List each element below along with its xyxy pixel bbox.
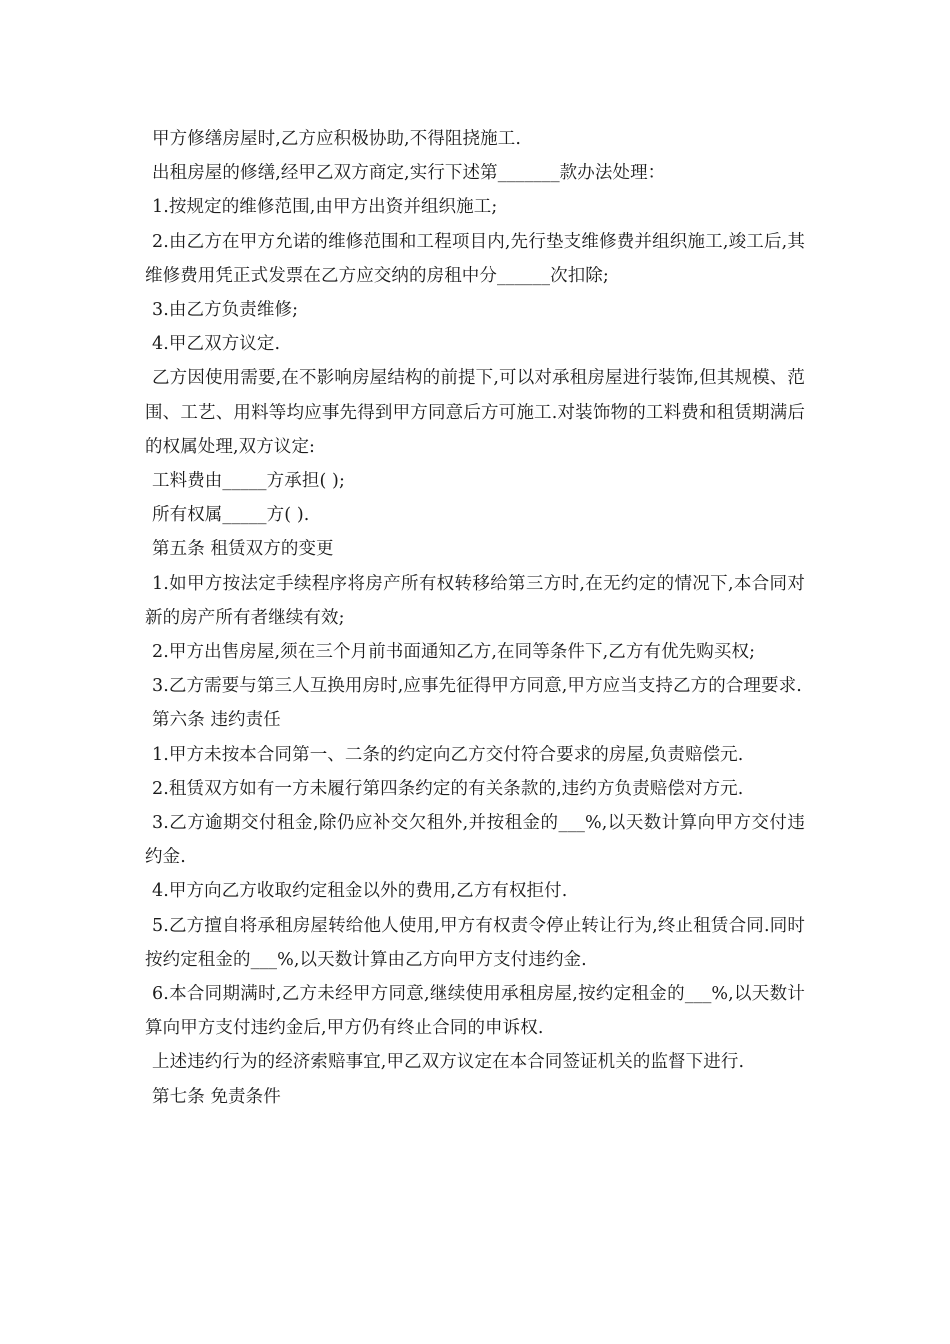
list-item: 3.由乙方负责维修; [152, 300, 299, 321]
section-heading-article-7: 第七条 免责条件 [152, 1086, 281, 1107]
paragraph-claims: 上述违约行为的经济索赔事宜,甲乙双方议定在本合同签证机关的监督下进行. [152, 1052, 745, 1073]
list-item: 4.甲乙双方议定. [152, 334, 281, 355]
paragraph-material-cost: 工料费由_____方承担( ); [152, 471, 345, 492]
list-item: 5.乙方擅自将承租房屋转给他人使用,甲方有权责令停止转让行为,终止租赁合同.同时按约定租金的___%,以天数计算由乙方向甲方支付违约金. [145, 915, 805, 970]
list-item: 1.如甲方按法定手续程序将房产所有权转移给第三方时,在无约定的情况下,本合同对新的房产所有者继续有效; [145, 573, 805, 628]
document-body [145, 122, 805, 1114]
list-item: 3.乙方需要与第三人互换用房时,应事先征得甲方同意,甲方应当支持乙方的合理要求. [152, 676, 802, 697]
list-item: 2.甲方出售房屋,须在三个月前书面通知乙方,在同等条件下,乙方有优先购买权; [152, 642, 756, 663]
list-item: 3.乙方逾期交付租金,除仍应补交欠租外,并按租金的___%,以天数计算向甲方交付违约金. [145, 813, 805, 868]
list-item: 1.按规定的维修范围,由甲方出资并组织施工; [152, 197, 498, 218]
paragraph-decoration: 乙方因使用需要,在不影响房屋结构的前提下,可以对承租房屋进行装饰,但其规模、范围、工艺、用料等均应事先得到甲方同意后方可施工.对装饰物的工料费和租赁期满后的权属处理,双方议定: [145, 368, 805, 457]
section-heading-article-5: 第五条 租赁双方的变更 [152, 539, 334, 560]
paragraph-repair-method: 出租房屋的修缮,经甲乙双方商定,实行下述第_______款办法处理： [152, 163, 666, 184]
section-heading-article-6: 第六条 违约责任 [152, 710, 281, 731]
list-item: 4.甲方向乙方收取约定租金以外的费用,乙方有权拒付. [152, 881, 568, 902]
paragraph-repair-cooperation: 甲方修缮房屋时,乙方应积极协助,不得阻挠施工. [152, 129, 521, 149]
paragraph-ownership: 所有权属_____方( ). [152, 505, 310, 526]
list-item: 2.租赁双方如有一方未履行第四条约定的有关条款的,违约方负责赔偿对方元. [152, 778, 744, 799]
list-item: 6.本合同期满时,乙方未经甲方同意,继续使用承租房屋,按约定租金的___%,以天数计算向甲方支付违约金后,甲方仍有终止合同的申诉权. [145, 984, 805, 1039]
list-item: 1.甲方未按本合同第一、二条的约定向乙方交付符合要求的房屋,负责赔偿元. [152, 744, 744, 765]
list-item: 2.由乙方在甲方允诺的维修范围和工程项目内,先行垫支维修费并组织施工,竣工后,其维修费用凭正式发票在乙方应交纳的房租中分______次扣除; [145, 231, 805, 286]
